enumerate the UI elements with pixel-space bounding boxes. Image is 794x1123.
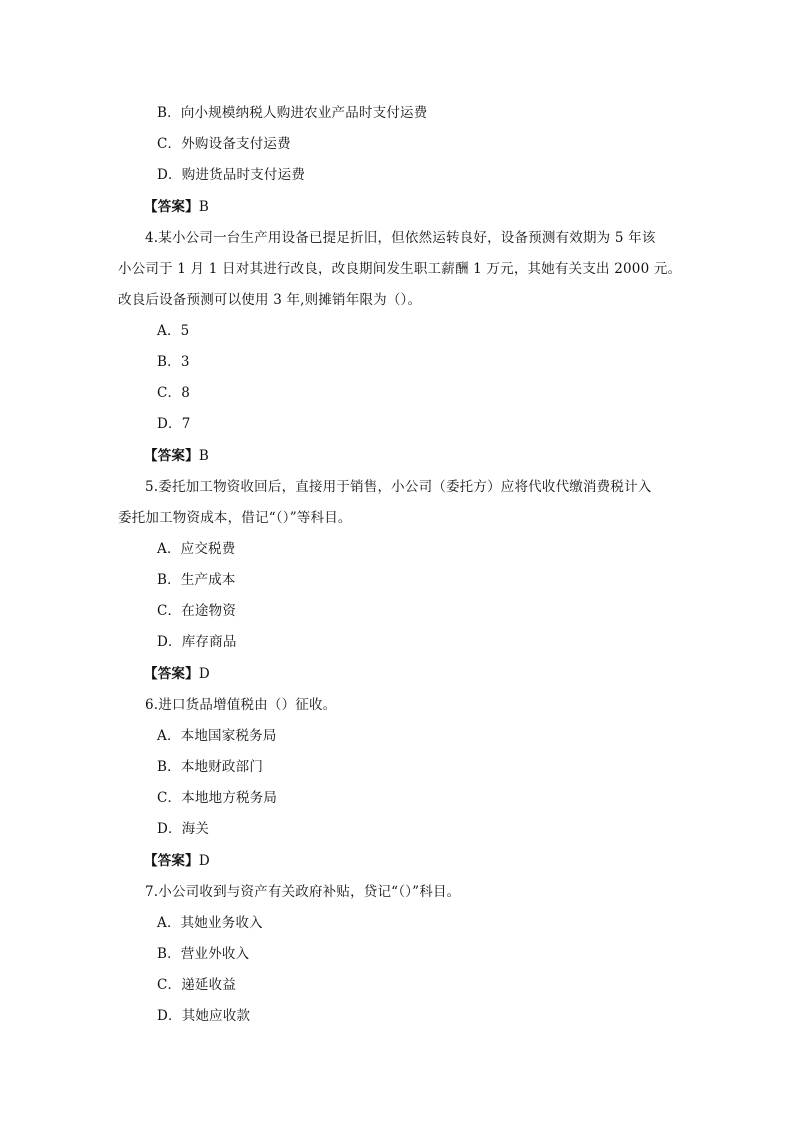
q5-question-line-2: 委托加工物资成本，借记“（）”等科目。 <box>118 510 352 526</box>
q5-option-a: A．应交税费 <box>157 541 236 557</box>
answer-label: 【答案】 <box>144 448 199 464</box>
q7-option-c: C．递延收益 <box>157 977 237 993</box>
q7-option-d: D．其她应收款 <box>157 1008 251 1024</box>
q4-question-line-2: 小公司于 1 月 1 日对其进行改良，改良期间发生职工薪酬 1 万元，其她有关支出 2000 元。 <box>118 261 682 277</box>
q7-option-b: B．营业外收入 <box>157 946 250 962</box>
answer-label: 【答案】 <box>144 853 199 869</box>
q5-option-b: B．生产成本 <box>157 572 236 588</box>
q4-question-line-3: 改良后设备预测可以使用 3 年,则摊销年限为（）。 <box>118 292 422 308</box>
answer-value: D <box>198 666 210 682</box>
q5-option-d: D．库存商品 <box>157 634 237 650</box>
q3-option-d: D．购进货品时支付运费 <box>157 167 306 183</box>
q7-question-line-1: 7.小公司收到与资产有关政府补贴，贷记“（）”科目。 <box>145 884 461 900</box>
q5-option-c: C．在途物资 <box>157 603 237 619</box>
q4-option-d: D．7 <box>157 416 191 432</box>
answer-label: 【答案】 <box>144 666 199 682</box>
q6-option-d: D．海关 <box>157 821 210 837</box>
q4-answer <box>144 447 209 465</box>
q6-answer <box>144 852 210 870</box>
q3-answer <box>144 198 209 216</box>
q6-option-c: C．本地地方税务局 <box>157 790 278 806</box>
q4-option-b: B．3 <box>157 354 190 370</box>
answer-value: B <box>198 199 209 215</box>
q3-option-c: C．外购设备支付运费 <box>157 136 291 152</box>
answer-value: D <box>198 853 210 869</box>
q7-option-a: A．其她业务收入 <box>157 915 263 931</box>
q5-question-line-1: 5.委托加工物资收回后，直接用于销售，小公司（委托方）应将代收代缴消费税计入 <box>145 479 652 495</box>
q6-question-line-1: 6.进口货品增值税由（）征收。 <box>145 697 337 713</box>
q4-question-line-1: 4.某小公司一台生产用设备已提足折旧，但依然运转良好，设备预测有效期为 5 年该 <box>145 230 656 246</box>
q4-option-c: C．8 <box>157 385 191 401</box>
q5-answer <box>144 665 210 683</box>
q6-option-b: B．本地财政部门 <box>157 759 264 775</box>
answer-label: 【答案】 <box>144 199 199 215</box>
q3-option-b: B．向小规模纳税人购进农业产品时支付运费 <box>157 105 428 121</box>
q4-option-a: A．5 <box>157 323 190 339</box>
answer-value: B <box>198 448 209 464</box>
q6-option-a: A．本地国家税务局 <box>157 728 277 744</box>
